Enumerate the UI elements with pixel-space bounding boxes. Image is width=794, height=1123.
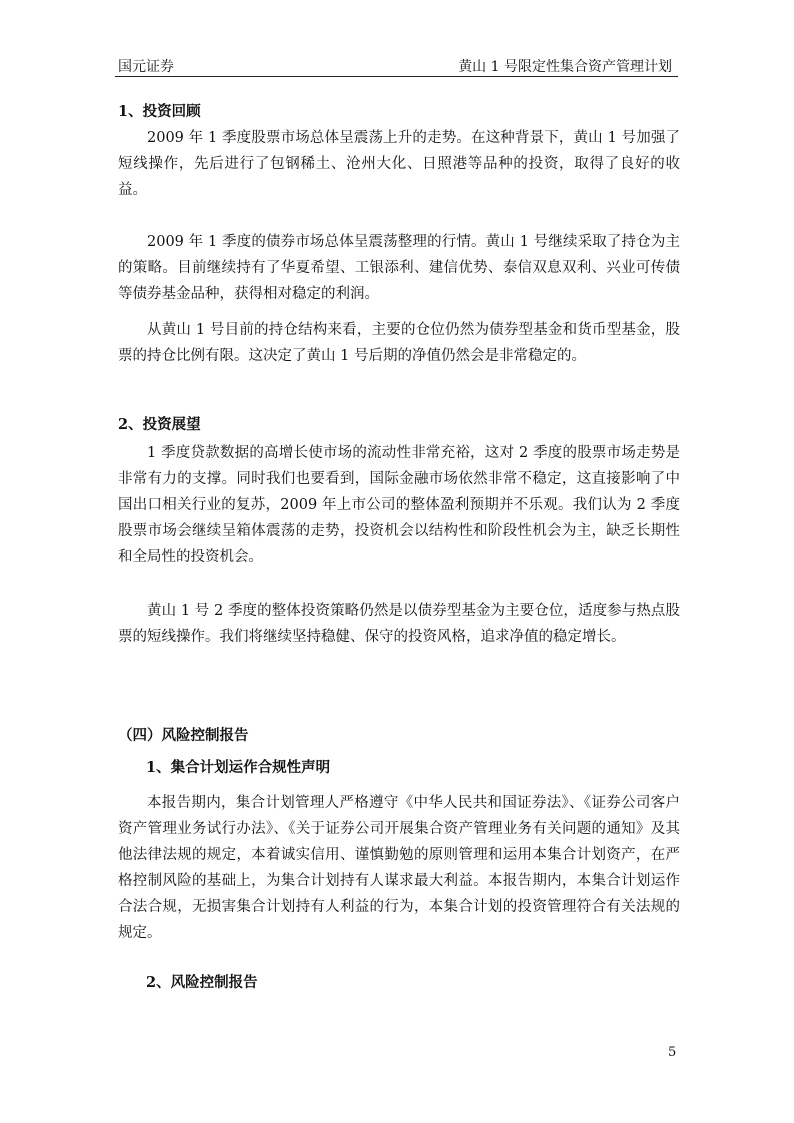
header-company-name: 国元证券 [118, 59, 174, 75]
review-paragraph-1: 2009 年 1 季度股票市场总体呈震荡上升的走势。在这种背景下，黄山 1 号加强了短线操作，先后进行了包钢稀土、沧州大化、日照港等品种的投资，取得了良好的收益。 [118, 130, 680, 198]
outlook-paragraph-1: 1 季度贷款数据的高增长使市场的流动性非常充裕，这对 2 季度的股票市场走势是非常有力的支撑。同时我们也要看到，国际金融市场依然非常不稳定，这直接影响了中国出口相关行业的复苏，2009 年上市公司的整体盈利预期并不乐观。我们认为 2 季度股票市场会继续呈箱体震荡的走势，投资机会以结构性和阶段性机会为主，缺乏长期性和全局性的投资机会。 [118, 445, 680, 565]
outlook-paragraph-2: 黄山 1 号 2 季度的整体投资策略仍然是以债券型基金为主要仓位，适度参与热点股票的短线操作。我们将继续坚持稳健、保守的投资风格，追求净值的稳定增长。 [118, 603, 680, 645]
review-paragraph-3: 从黄山 1 号目前的持仓结构来看，主要的仓位仍然为债券型基金和货币型基金，股票的持仓比例有限。这决定了黄山 1 号后期的净值仍然会是非常稳定的。 [118, 322, 680, 364]
subsection-title-risk-report: 2、风险控制报告 [146, 974, 258, 991]
section-title-investment-review: 1、投资回顾 [118, 103, 201, 120]
review-paragraph-2: 2009 年 1 季度的债券市场总体呈震荡整理的行情。黄山 1 号继续采取了持仓为主的策略。目前继续持有了华夏希望、工银添利、建信优势、泰信双息双利、兴业可传债等债券基金品种，获得相对稳定的利润。 [118, 234, 680, 302]
header-plan-title: 黄山 1 号限定性集合资产管理计划 [458, 59, 672, 75]
compliance-paragraph: 本报告期内，集合计划管理人严格遵守《中华人民共和国证券法》、《证券公司客户资产管理业务试行办法》、《关于证券公司开展集合资产管理业务有关问题的通知》及其他法律法规的规定，本着诚实信用、谨慎勤勉的原则管理和运用本集合计划资产，在严格控制风险的基础上，为集合计划持有人谋求最大利益。本报告期内，本集合计划运作合法合规，无损害集合计划持有人利益的行为，本集合计划的投资管理符合有关法规的规定。 [118, 795, 680, 941]
page-number: 5 [668, 1045, 677, 1060]
subsection-title-compliance: 1、集合计划运作合规性声明 [146, 759, 331, 776]
section-title-risk-control: （四）风险控制报告 [118, 727, 249, 744]
section-title-investment-outlook: 2、投资展望 [118, 416, 201, 433]
header-divider [115, 76, 678, 77]
